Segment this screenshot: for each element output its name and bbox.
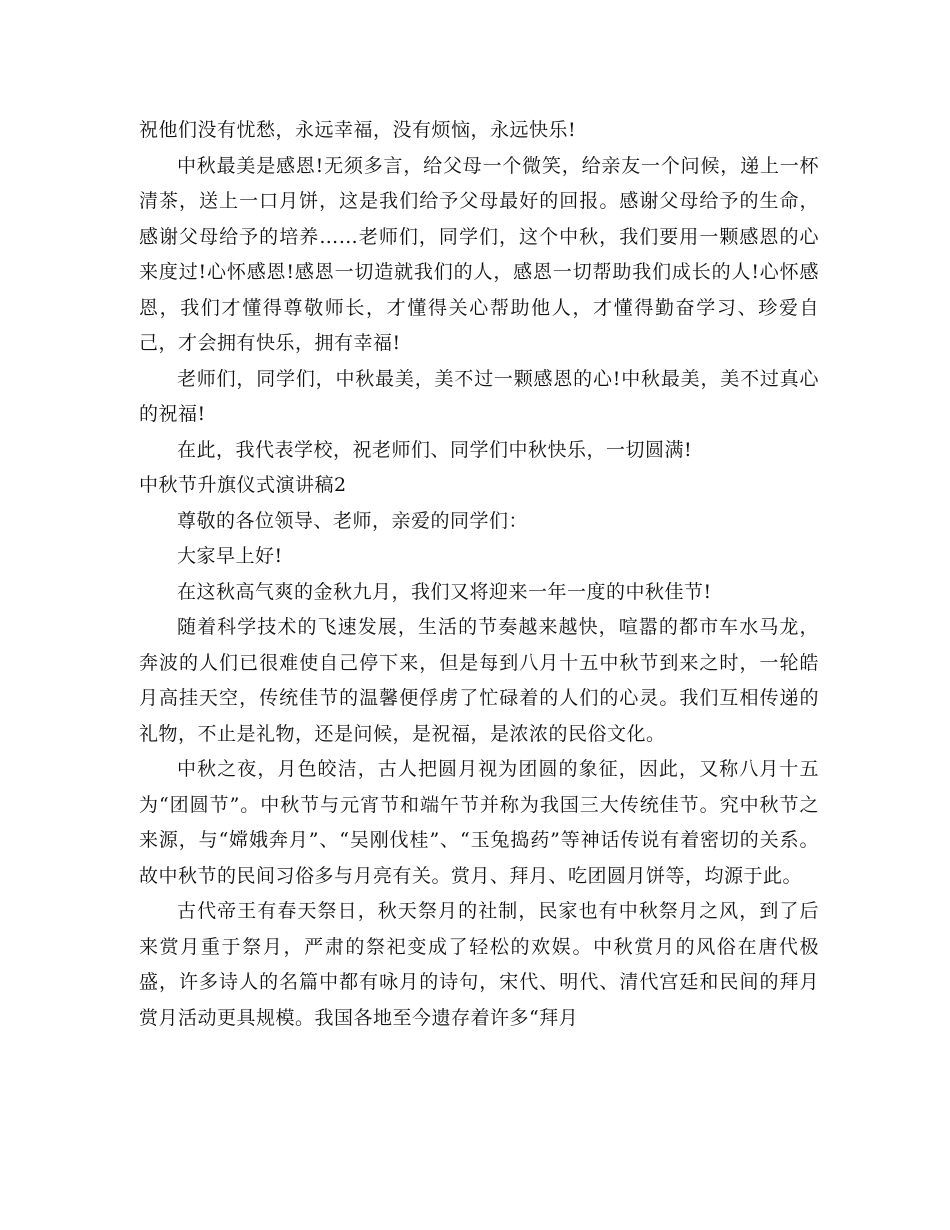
paragraph-greeting: 大家早上好!	[177, 545, 283, 567]
paragraph-4: 在此，我代表学校，祝老师们、同学们中秋快乐，一切圆满!	[177, 438, 693, 461]
paragraph-7: 在这秋高气爽的金秋九月，我们又将迎来一年一度的中秋佳节!	[177, 580, 712, 603]
section-heading: 中秋节升旗仪式演讲稿2	[139, 474, 347, 496]
paragraph-1: 祝他们没有忧愁，永远幸福，没有烦恼，永远快乐!	[139, 119, 577, 141]
paragraph-8: 随着科学技术的飞速发展，生活的节奏越来越快，喧嚣的都市车水马龙，奔波的人们已很难使自己停下来，但是每到八月十五中秋节到来之时，一轮皓月高挂天空，传统佳节的温馨便俘虏了忙碌着的人们的心灵。我们互相传递的礼物，不止是礼物，还是问候，是祝福，是浓浓的民俗文化。	[139, 616, 819, 745]
paragraph-2: 中秋最美是感恩!无须多言，给父母一个微笑，给亲友一个问候，递上一杯清茶，送上一口月饼，这是我们给予父母最好的回报。感谢父母给予的生命，感谢父母给予的培养……老师们，同学们，这个中秋，我们要用一颗感恩的心来度过!心怀感恩!感恩一切造就我们的人，感恩一切帮助我们成长的人!心怀感恩，我们才懂得尊敬师长，才懂得关心帮助他人，才懂得勤奋学习、珍爱自己，才会拥有快乐，拥有幸福!	[139, 154, 819, 354]
paragraph-3: 老师们，同学们，中秋最美，美不过一颗感恩的心!中秋最美，美不过真心的祝福!	[139, 367, 819, 425]
paragraph-salutation: 尊敬的各位领导、老师，亲爱的同学们：	[177, 509, 529, 532]
paragraph-10: 古代帝王有春天祭日，秋天祭月的社制，民家也有中秋祭月之风，到了后来赏月重于祭月，严肃的祭祀变成了轻松的欢娱。中秋赏月的风俗在唐代极盛，许多诗人的名篇中都有咏月的诗句，宋代、明代、清代宫廷和民间的拜月赏月活动更具规模。我国各地至今遗存着许多“拜月	[139, 900, 819, 1029]
document-page	[139, 113, 819, 1036]
paragraph-9: 中秋之夜，月色皎洁，古人把圆月视为团圆的象征，因此，又称八月十五为“团圆节”。中秋节与元宵节和端午节并称为我国三大传统佳节。究中秋节之来源，与“嫦娥奔月”、“吴刚伐桂”、“玉兔捣药”等神话传说有着密切的关系。故中秋节的民间习俗多与月亮有关。赏月、拜月、吃团圆月饼等，均源于此。	[139, 758, 819, 887]
